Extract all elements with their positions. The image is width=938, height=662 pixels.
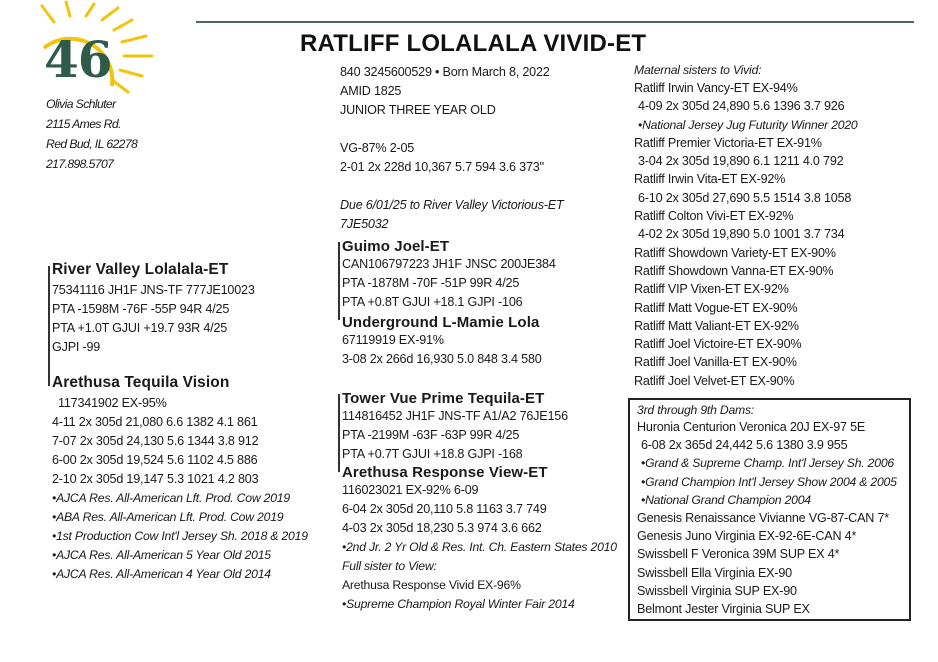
full-sister-label: Full sister to View: — [342, 559, 437, 573]
consignor-street: 2115 Ames Rd. — [46, 117, 121, 131]
pedigree-entry-name: Huronia Centurion Veronica 20J EX-97 5E — [637, 420, 866, 434]
pedigree-entry-name: Ratliff Premier Victoria-ET EX-91% — [634, 135, 822, 150]
pedigree-entry-name: Ratliff Matt Valiant-ET EX-92% — [634, 318, 799, 333]
pedigree-entry-name: Ratliff VIP Vixen-ET EX-92% — [634, 282, 789, 297]
full-sister-name: Arethusa Response Vivid EX-96% — [342, 578, 521, 592]
dam-record: 2-10 2x 305d 19,147 5.3 1021 4.2 803 — [52, 472, 259, 486]
pedigree-entry-honor: •National Jersey Jug Futurity Winner 2020 — [638, 117, 858, 132]
pedigree-entry-record: 6-08 2x 365d 24,442 5.6 1380 3.9 955 — [641, 438, 848, 453]
full-sister-honor: •Supreme Champion Royal Winter Fair 2014 — [342, 597, 575, 611]
dam-sire-line: 114816452 JH1F JNS-TF A1/A2 76JE156 — [342, 409, 568, 423]
production-record: 2-01 2x 228d 10,367 5.7 594 3.6 373" — [340, 160, 544, 174]
dam-registration: 117341902 EX-95% — [58, 396, 167, 410]
pedigree-entry-record: 6-10 2x 305d 27,690 5.5 1514 3.8 1058 — [638, 190, 852, 205]
sire-name: River Valley Lolalala-ET — [52, 261, 229, 278]
dam-sire-block — [342, 390, 568, 464]
sire-block — [52, 261, 255, 357]
dams-label: 3rd through 9th Dams: — [637, 403, 755, 417]
maternal-grandsire-name: Guimo Joel-ET — [342, 238, 450, 255]
pedigree-entry-name: Swissbell Ella Virginia EX-90 — [637, 565, 792, 580]
consignor-city: Red Bud, IL 62278 — [46, 137, 138, 151]
sire-line: 75341116 JH1F JNS-TF 777JE10023 — [52, 283, 255, 297]
dam-record: 7-07 2x 305d 24,130 5.6 1344 3.8 912 — [52, 434, 259, 448]
sire-bracket — [48, 266, 50, 346]
dam-bracket — [48, 346, 50, 386]
pedigree-entry-name: Ratliff Joel Victoire-ET EX-90% — [634, 337, 802, 352]
dam-sire-name: Tower Vue Prime Tequila-ET — [342, 390, 545, 407]
pedigree-entry-name: Belmont Jester Virginia SUP EX — [637, 602, 810, 617]
pedigree-entry-name: Ratliff Joel Vanilla-ET EX-90% — [634, 355, 797, 370]
dam-block — [52, 374, 308, 584]
dam-honor: •AJCA Res. All-American 5 Year Old 2015 — [52, 548, 271, 562]
sire-side-bracket — [338, 242, 340, 320]
consignor-phone: 217.898.5707 — [46, 157, 114, 171]
amid: AMID 1825 — [340, 84, 402, 98]
page-title: RATLIFF LOLALALA VIVID-ET — [300, 30, 647, 57]
pedigree-entry-name: Ratliff Irwin Vancy-ET EX-94% — [634, 81, 798, 95]
pedigree-entry-honor: •Grand & Supreme Champ. Int'l Jersey Sh. 2006 — [641, 456, 894, 471]
dam-dam-line: 116023021 EX-92% 6-09 — [342, 483, 479, 497]
consignor-name: Olivia Schluter — [46, 97, 116, 111]
maternal-grandsire-line: CAN106797223 JH1F JNSC 200JE384 — [342, 257, 556, 271]
dam-sire-line: PTA -2199M -63F -63P 99R 4/25 — [342, 428, 520, 442]
pedigree-entry-honor: •Grand Champion Int'l Jersey Show 2004 & 2005 — [641, 474, 897, 489]
dam-honor: •AJCA Res. All-American Lft. Prod. Cow 2019 — [52, 491, 290, 505]
pedigree-entry-record: 3-04 2x 305d 19,890 6.1 1211 4.0 792 — [638, 154, 844, 169]
service-sire-code: 7JE5032 — [340, 217, 389, 231]
pedigree-entry-name: Ratliff Joel Velvet-ET EX-90% — [634, 373, 795, 388]
maternal-granddam-line: 67119919 EX-91% — [342, 333, 444, 347]
dam-dam-line: 6-04 2x 305d 20,110 5.8 1163 3.7 749 — [342, 502, 547, 516]
header-rule — [196, 21, 914, 23]
pedigree-entry-name: Swissbell Virginia SUP EX-90 — [637, 583, 797, 598]
maternal-granddam-block — [342, 314, 542, 369]
dam-dam-line: 4-03 2x 305d 18,230 5.3 974 3.6 662 — [342, 521, 542, 535]
dam-dam-block — [342, 464, 617, 614]
maternal-granddam-line: 3-08 2x 266d 16,930 5.0 848 3.4 580 — [342, 352, 542, 366]
pedigree-entry-record: 4-09 2x 305d 24,890 5.6 1396 3.7 926 — [638, 99, 845, 114]
maternal-grandsire-line: PTA +0.8T GJUI +18.1 GJPI -106 — [342, 295, 523, 309]
pedigree-entry-name: Genesis Renaissance Vivianne VG-87-CAN 7* — [637, 511, 889, 526]
age-class: JUNIOR THREE YEAR OLD — [340, 103, 496, 117]
pedigree-entry-name: Ratliff Showdown Vanna-ET EX-90% — [634, 263, 834, 278]
dam-honor: •AJCA Res. All-American 4 Year Old 2014 — [52, 567, 271, 581]
dam-name: Arethusa Tequila Vision — [52, 374, 230, 391]
pedigree-entry-name: Ratliff Irwin Vita-ET EX-92% — [634, 172, 786, 187]
dam-dam-name: Arethusa Response View-ET — [342, 464, 548, 481]
pedigree-entry-record: 4-02 2x 305d 19,890 5.0 1001 3.7 734 — [638, 227, 845, 242]
dam-record: 6-00 2x 305d 19,524 5.6 1102 4.5 886 — [52, 453, 258, 467]
pedigree-entry-name: Ratliff Showdown Variety-ET EX-90% — [634, 245, 836, 260]
pedigree-entry-name: Ratliff Matt Vogue-ET EX-90% — [634, 300, 798, 315]
dam-side-bracket — [338, 394, 340, 472]
maternal-grandsire-line: PTA -1878M -70F -51P 99R 4/25 — [342, 276, 520, 290]
dam-honor: •ABA Res. All-American Lft. Prod. Cow 2019 — [52, 510, 284, 524]
maternal-granddam-name: Underground L-Mamie Lola — [342, 314, 540, 331]
due-date: Due 6/01/25 to River Valley Victorious-ET — [340, 198, 564, 212]
maternal-sisters-list — [634, 62, 858, 390]
dam-record: 4-11 2x 305d 21,080 6.6 1382 4.1 861 — [52, 415, 258, 429]
sire-line: PTA +1.0T GJUI +19.7 93R 4/25 — [52, 321, 228, 335]
dam-sire-line: PTA +0.7T GJUI +18.8 GJPI -168 — [342, 447, 523, 461]
registration-line: 840 3245600529 • Born March 8, 2022 — [340, 65, 550, 79]
sire-line: GJPI -99 — [52, 340, 101, 354]
maternal-grandsire-block — [342, 238, 556, 312]
maternal-sisters-label: Maternal sisters to Vivid: — [634, 63, 762, 77]
dams-list — [637, 402, 897, 618]
pedigree-entry-honor: •National Grand Champion 2004 — [641, 492, 811, 507]
consignor-block — [46, 94, 137, 174]
lot-number: 46 — [44, 30, 112, 89]
pedigree-entry-name: Ratliff Colton Vivi-ET EX-92% — [634, 209, 794, 224]
animal-info — [340, 63, 564, 234]
pedigree-entry-name: Genesis Juno Virginia EX-92-6E-CAN 4* — [637, 529, 857, 544]
sire-line: PTA -1598M -76F -55P 94R 4/25 — [52, 302, 230, 316]
classification-score: VG-87% 2-05 — [340, 141, 415, 155]
dam-dam-honor: •2nd Jr. 2 Yr Old & Res. Int. Ch. Eastern States 2010 — [342, 540, 617, 554]
pedigree-entry-name: Swissbell F Veronica 39M SUP EX 4* — [637, 547, 840, 562]
dam-honor: •1st Production Cow Int'l Jersey Sh. 2018 & 2019 — [52, 529, 308, 543]
